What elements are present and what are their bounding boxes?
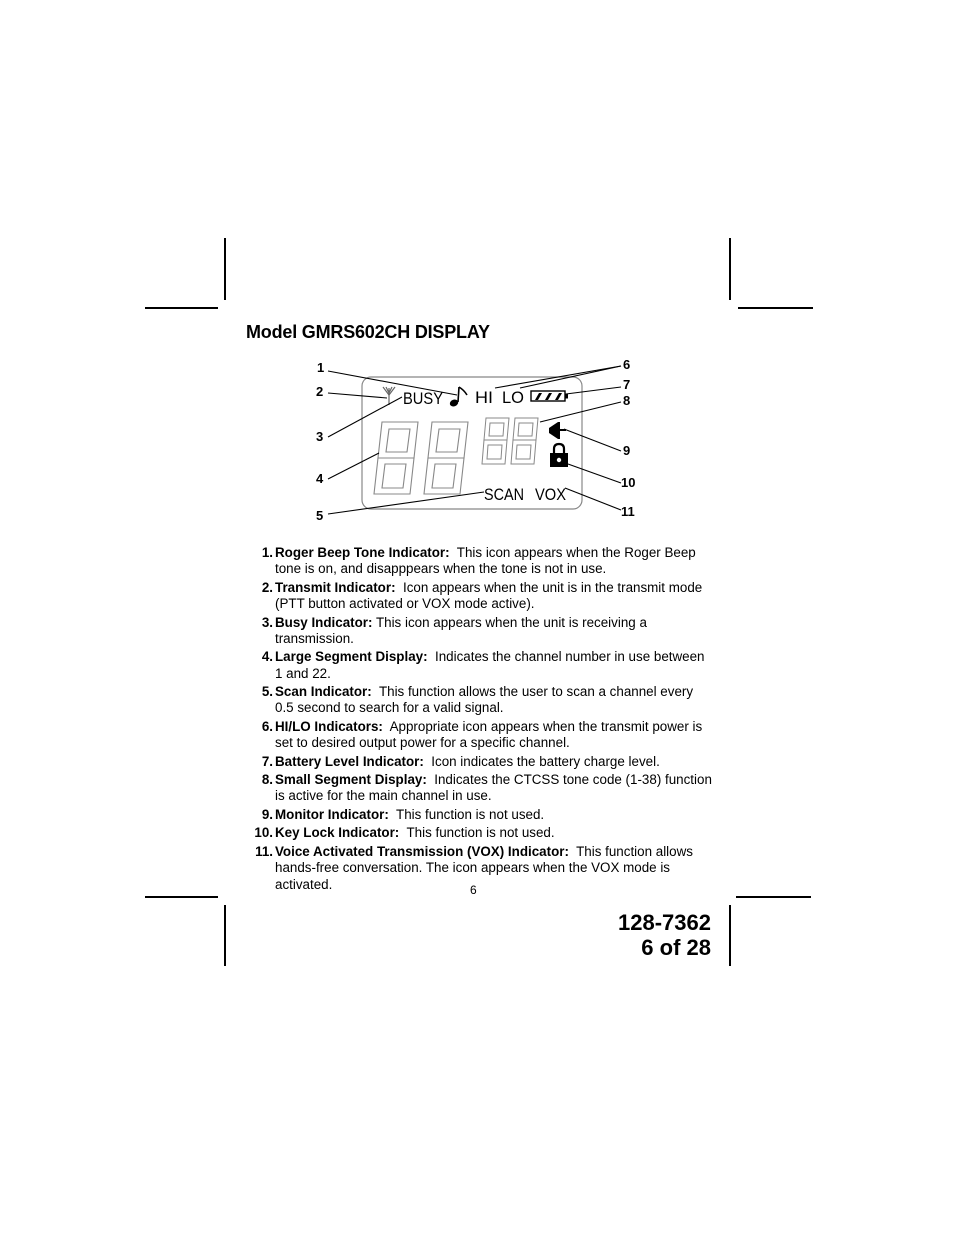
- item-name: Key Lock Indicator:: [275, 825, 400, 841]
- callout-number: 10: [621, 475, 636, 490]
- list-item: [248, 754, 712, 770]
- speaker-icon: [549, 422, 566, 439]
- item-text: Icon appears when the unit is in the transmit mode (PTT button activated or VOX mode active).: [275, 579, 703, 612]
- list-item: [248, 807, 712, 823]
- item-text: This function is not used.: [396, 806, 545, 822]
- document-number-block: [600, 910, 711, 960]
- list-item: [248, 825, 712, 841]
- callout-number: 9: [623, 443, 631, 458]
- list-item: [248, 684, 712, 717]
- large-digit: [374, 422, 418, 494]
- list-item: [248, 615, 712, 648]
- indicator-list: [248, 545, 712, 895]
- callout-number: 6: [623, 357, 631, 372]
- crop-mark: [224, 238, 226, 300]
- item-number: 5.: [261, 684, 273, 700]
- callout-number: 3: [316, 429, 324, 444]
- page-number: 6: [470, 883, 477, 897]
- crop-mark: [145, 307, 218, 309]
- list-item: [248, 580, 712, 613]
- item-number: 9.: [261, 806, 273, 822]
- item-text: This icon appears when the Roger Beep tone is on, and disapppears when the tone is not in use.: [275, 545, 696, 577]
- callout-number: 7: [623, 377, 631, 392]
- item-number: 11.: [255, 843, 273, 859]
- music-note-icon: [449, 387, 467, 408]
- list-item: [248, 772, 712, 805]
- item-text: Indicates the CTCSS tone code (1-38) function is active for the main channel in use.: [275, 772, 712, 804]
- item-name: Transmit Indicator:: [275, 579, 396, 595]
- item-text: Icon indicates the battery charge level.: [431, 753, 660, 769]
- battery-icon: [531, 391, 568, 401]
- item-number: 10.: [254, 825, 273, 841]
- item-name: HI/LO Indicators:: [275, 718, 383, 734]
- list-item: [248, 545, 712, 578]
- page-title: Model GMRS602CH DISPLAY: [246, 322, 490, 342]
- item-text: Indicates the channel number in use between 1 and 22.: [275, 649, 705, 681]
- small-segment-display: [482, 418, 538, 464]
- crop-mark: [224, 905, 226, 966]
- lock-icon: [550, 444, 568, 467]
- item-number: 2.: [261, 579, 273, 595]
- item-number: 6.: [261, 718, 273, 734]
- hi-indicator: HI: [475, 388, 493, 407]
- crop-mark: [145, 896, 218, 898]
- callout-number: 11: [621, 504, 635, 519]
- crop-mark: [729, 238, 731, 300]
- lo-indicator: LO: [502, 388, 524, 407]
- item-number: 7.: [261, 753, 273, 769]
- item-name: Busy Indicator:: [275, 614, 373, 630]
- item-text: This function is not used.: [406, 825, 555, 841]
- item-text: This icon appears when the unit is receiving a transmission.: [275, 614, 647, 646]
- document-number: 128-7362: [618, 910, 711, 935]
- callout-number: 1: [317, 360, 325, 375]
- list-item: [248, 649, 712, 682]
- item-text: This function allows hands-free conversation. The icon appears when the VOX mode is activated.: [275, 843, 693, 892]
- scan-indicator: SCAN: [484, 485, 524, 504]
- busy-indicator: BUSY: [403, 389, 443, 408]
- callout-number: 5: [316, 508, 324, 523]
- callout-number: 4: [316, 471, 324, 486]
- callout-number: 2: [316, 384, 324, 399]
- crop-mark: [738, 307, 813, 309]
- list-item: [248, 719, 712, 752]
- document-page: 6 of 28: [641, 935, 711, 960]
- item-name: Scan Indicator:: [275, 684, 372, 700]
- item-text: Appropriate icon appears when the transmit power is set to desired output power for a specific channel.: [275, 718, 703, 751]
- crop-mark: [729, 905, 731, 966]
- vox-indicator: VOX: [535, 485, 566, 504]
- item-name: Monitor Indicator:: [275, 806, 389, 822]
- item-number: 1.: [261, 545, 273, 560]
- item-name: Roger Beep Tone Indicator:: [275, 545, 450, 560]
- item-text: This function allows the user to scan a channel every 0.5 second to search for a valid signal.: [275, 684, 694, 716]
- large-digit: [424, 422, 468, 494]
- small-digit: [511, 418, 538, 464]
- item-name: Battery Level Indicator:: [275, 753, 424, 769]
- crop-mark: [736, 896, 811, 898]
- lcd-display-diagram: [300, 350, 650, 530]
- callout-number: 8: [623, 393, 631, 408]
- item-name: Voice Activated Transmission (VOX) Indicator:: [275, 843, 569, 859]
- small-digit: [482, 418, 509, 464]
- item-name: Small Segment Display:: [275, 772, 427, 788]
- list-item: [248, 844, 712, 893]
- item-number: 8.: [261, 772, 273, 788]
- item-number: 4.: [261, 649, 273, 665]
- item-number: 3.: [261, 614, 273, 630]
- item-name: Large Segment Display:: [275, 649, 428, 665]
- large-segment-display: [374, 422, 468, 494]
